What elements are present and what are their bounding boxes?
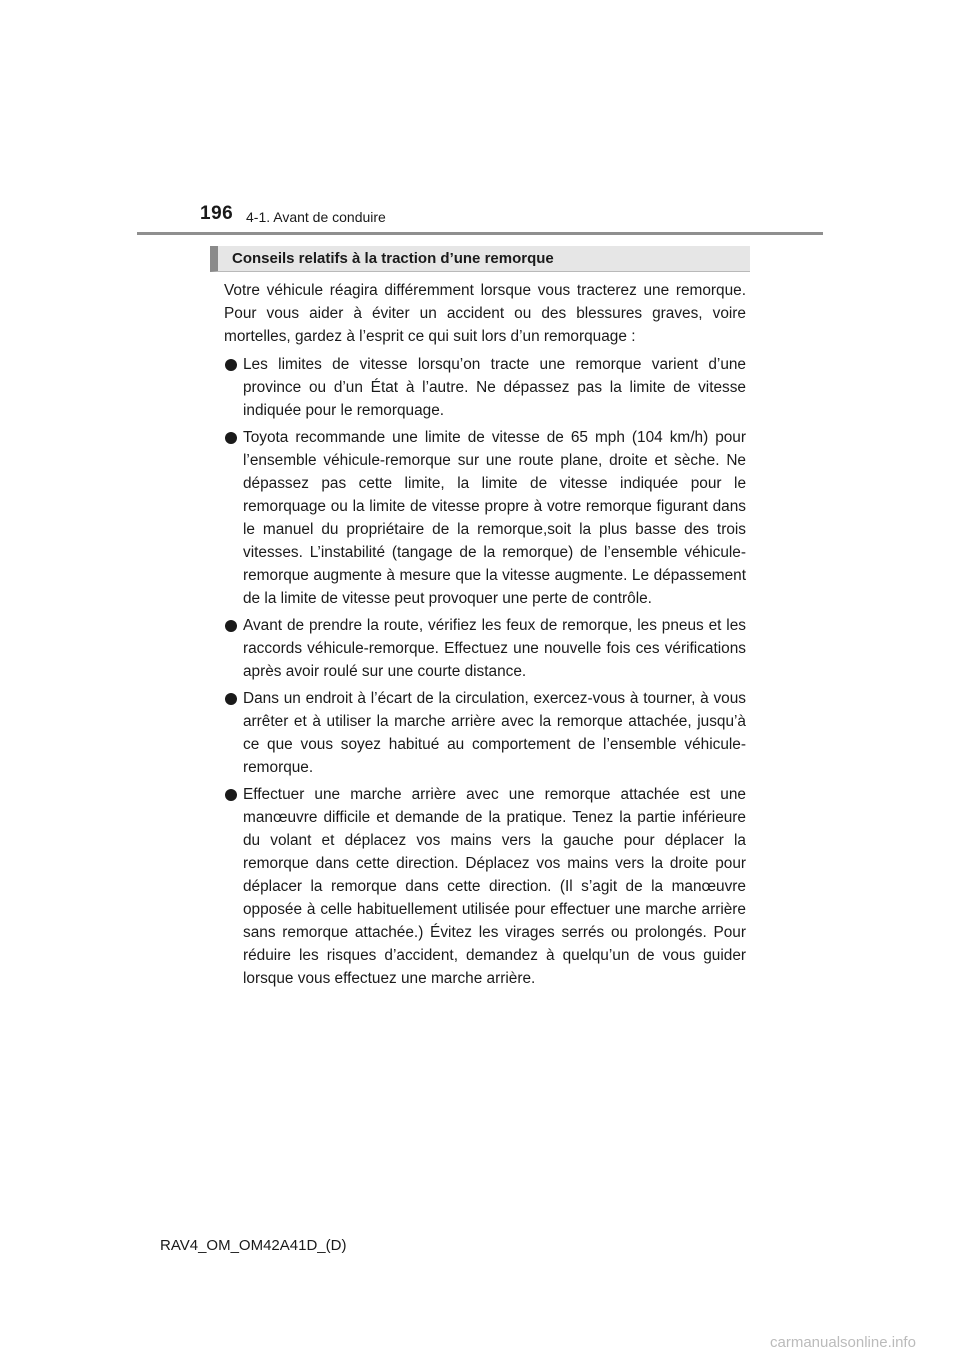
bullet-icon [225,432,237,444]
bullet-item [224,614,746,683]
bullet-item [224,783,746,990]
intro-paragraph: Votre véhicule réagira différemment lorsque vous tracterez une remorque. Pour vous aider à éviter un accident ou des blessures graves, voire mortelles, gardez à l’esprit ce qui suit lors d’un remorquage : [224,282,746,345]
page-number: 196 [200,203,234,224]
bullet-icon [225,359,237,371]
bullet-text: Toyota recommande une limite de vitesse de 65 mph (104 km/h) pour l’ensemble véhicule-remorque sur une route plane, droite et sèche. Ne dépassez pas cette limite, la limite de vitesse indiquée pour le remorquage ou la limite de vitesse propre à votre remorque figurant dans le manuel du propriétaire de la remorque,soit la plus basse des trois vitesses. L’instabilité (tangage de la remorque) de l’ensemble véhicule-remorque augmente à mesure que la vitesse augmente. Le dépassement de la limite de vitesse peut provoquer une perte de contrôle. [243,429,746,607]
bullet-item [224,426,746,610]
bullet-text: Effectuer une marche arrière avec une remorque attachée est une manœuvre difficile et demande de la pratique. Tenez la partie inférieure du volant et déplacez vos mains vers la gauche pour déplacer la remorque dans cette direction. Déplacez vos mains vers la droite pour déplacer la remorque dans cette direction. (Il s’agit de la manœuvre opposée à celle habituellement utilisée pour effectuer une marche arrière sans remorque attachée.) Évitez les virages serrés ou prolongés. Pour réduire les risques d’accident, demandez à quelqu’un de vous guider lorsque vous effectuez une marche arrière. [243,786,746,987]
footer-document-code: RAV4_OM_OM42A41D_(D) [160,1237,347,1254]
bullet-text: Dans un endroit à l’écart de la circulation, exercez-vous à tourner, à vous arrêter et à utiliser la marche arrière avec la remorque attachée, jusqu’à ce que vous soyez habitué au comportement de l’ensemble véhicule-remorque. [243,690,746,776]
bullet-icon [225,789,237,801]
bullet-item [224,353,746,422]
bullet-icon [225,620,237,632]
body-content [224,279,746,994]
section-title: Conseils relatifs à la traction d’une remorque [232,250,554,267]
bullet-text: Avant de prendre la route, vérifiez les feux de remorque, les pneus et les raccords véhicule-remorque. Effectuez une nouvelle fois ces vérifications après avoir roulé sur une courte distance. [243,617,746,680]
header-rule [137,232,823,235]
section-heading-bar [210,246,750,272]
watermark-link[interactable]: carmanualsonline.info [770,1334,916,1351]
bullet-item [224,687,746,779]
chapter-title: 4-1. Avant de conduire [246,209,386,225]
bullet-text: Les limites de vitesse lorsqu’on tracte une remorque varient d’une province ou d’un État à l’autre. Ne dépassez pas la limite de vitesse indiquée pour le remorquage. [243,356,746,419]
bullet-icon [225,693,237,705]
